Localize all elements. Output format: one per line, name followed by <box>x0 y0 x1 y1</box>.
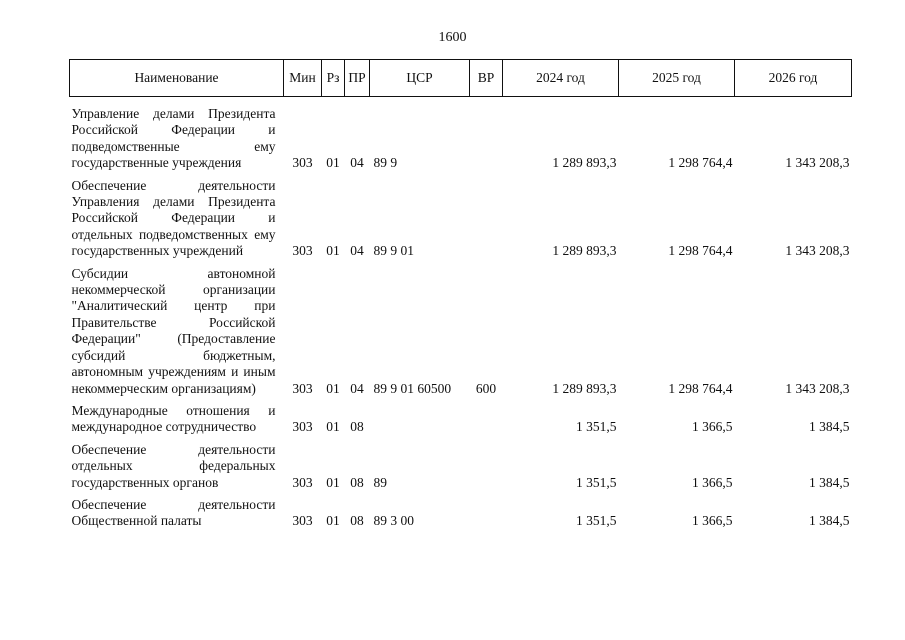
row-2025: 1 298 764,4 <box>668 380 733 396</box>
row-vr <box>470 97 503 178</box>
row-2024: 1 289 893,3 <box>552 243 617 259</box>
row-2026: 1 343 208,3 <box>785 380 850 396</box>
row-csr: 89 9 01 60500 <box>373 380 452 396</box>
table-row <box>70 97 852 178</box>
row-rz: 01 <box>326 380 340 396</box>
row-2026: 1 384,5 <box>809 474 850 490</box>
header-name: Наименование <box>70 60 284 97</box>
row-min: 303 <box>292 380 313 396</box>
row-vr <box>470 403 503 442</box>
row-rz: 01 <box>326 243 340 259</box>
row-pr: 04 <box>350 243 364 259</box>
row-2024: 1 289 893,3 <box>552 380 617 396</box>
row-pr: 04 <box>350 380 364 396</box>
row-min: 303 <box>292 243 313 259</box>
header-min: Мин <box>284 60 322 97</box>
row-name: Обеспечение деятельности Управления делами Президента Российской Федерации и отдельных подведомственных ему государственных учреждений <box>71 177 276 259</box>
row-pr: 08 <box>350 419 364 435</box>
table-row <box>70 266 852 403</box>
row-min: 303 <box>292 419 313 435</box>
row-csr: 89 9 <box>373 155 398 171</box>
row-name: Управление делами Президента Российской Федерации и подведомственные ему государственные учреждения <box>71 106 276 171</box>
row-2025: 1 366,5 <box>692 474 733 490</box>
row-vr <box>470 442 503 497</box>
header-2026: 2026 год <box>735 60 852 97</box>
row-rz: 01 <box>326 474 340 490</box>
row-2026: 1 343 208,3 <box>785 243 850 259</box>
row-name: Субсидии автономной некоммерческой организации "Аналитический центр при Правительстве Российской Федерации" (Предоставление субсидий бюджетным, автономным учреждениям и иным некоммерческим организациям) <box>71 265 276 396</box>
row-pr: 08 <box>350 474 364 490</box>
row-vr <box>470 497 503 536</box>
header-csr: ЦСР <box>370 60 470 97</box>
row-2025: 1 298 764,4 <box>668 155 733 171</box>
header-rz: Рз <box>322 60 345 97</box>
header-vr: ВР <box>470 60 503 97</box>
row-2024: 1 351,5 <box>576 419 617 435</box>
row-2026: 1 343 208,3 <box>785 155 850 171</box>
row-2026: 1 384,5 <box>809 419 850 435</box>
table-row <box>70 178 852 266</box>
row-csr: 89 3 00 <box>373 513 414 529</box>
table-row <box>70 403 852 442</box>
header-2024: 2024 год <box>503 60 619 97</box>
row-vr <box>470 178 503 266</box>
row-rz: 01 <box>326 155 340 171</box>
row-vr: 600 <box>475 380 497 396</box>
row-pr: 04 <box>350 155 364 171</box>
header-2025: 2025 год <box>619 60 735 97</box>
row-min: 303 <box>292 474 313 490</box>
row-2025: 1 298 764,4 <box>668 243 733 259</box>
row-name: Обеспечение деятельности Общественной палаты <box>71 496 276 529</box>
row-csr <box>370 403 470 442</box>
row-rz: 01 <box>326 513 340 529</box>
row-2025: 1 366,5 <box>692 513 733 529</box>
row-2024: 1 289 893,3 <box>552 155 617 171</box>
row-csr: 89 <box>373 474 387 490</box>
row-2025: 1 366,5 <box>692 419 733 435</box>
row-2024: 1 351,5 <box>576 513 617 529</box>
page-number: 1600 <box>438 30 467 45</box>
table-header-row <box>70 60 852 97</box>
table-row <box>70 442 852 497</box>
row-name: Обеспечение деятельности отдельных федеральных государственных органов <box>71 441 276 490</box>
row-min: 303 <box>292 155 313 171</box>
row-pr: 08 <box>350 513 364 529</box>
header-pr: ПР <box>345 60 370 97</box>
row-csr: 89 9 01 <box>373 243 414 259</box>
row-rz: 01 <box>326 419 340 435</box>
budget-table <box>69 59 852 536</box>
row-2024: 1 351,5 <box>576 474 617 490</box>
row-name: Международные отношения и международное сотрудничество <box>71 402 276 435</box>
table-row <box>70 497 852 536</box>
row-2026: 1 384,5 <box>809 513 850 529</box>
row-min: 303 <box>292 513 313 529</box>
